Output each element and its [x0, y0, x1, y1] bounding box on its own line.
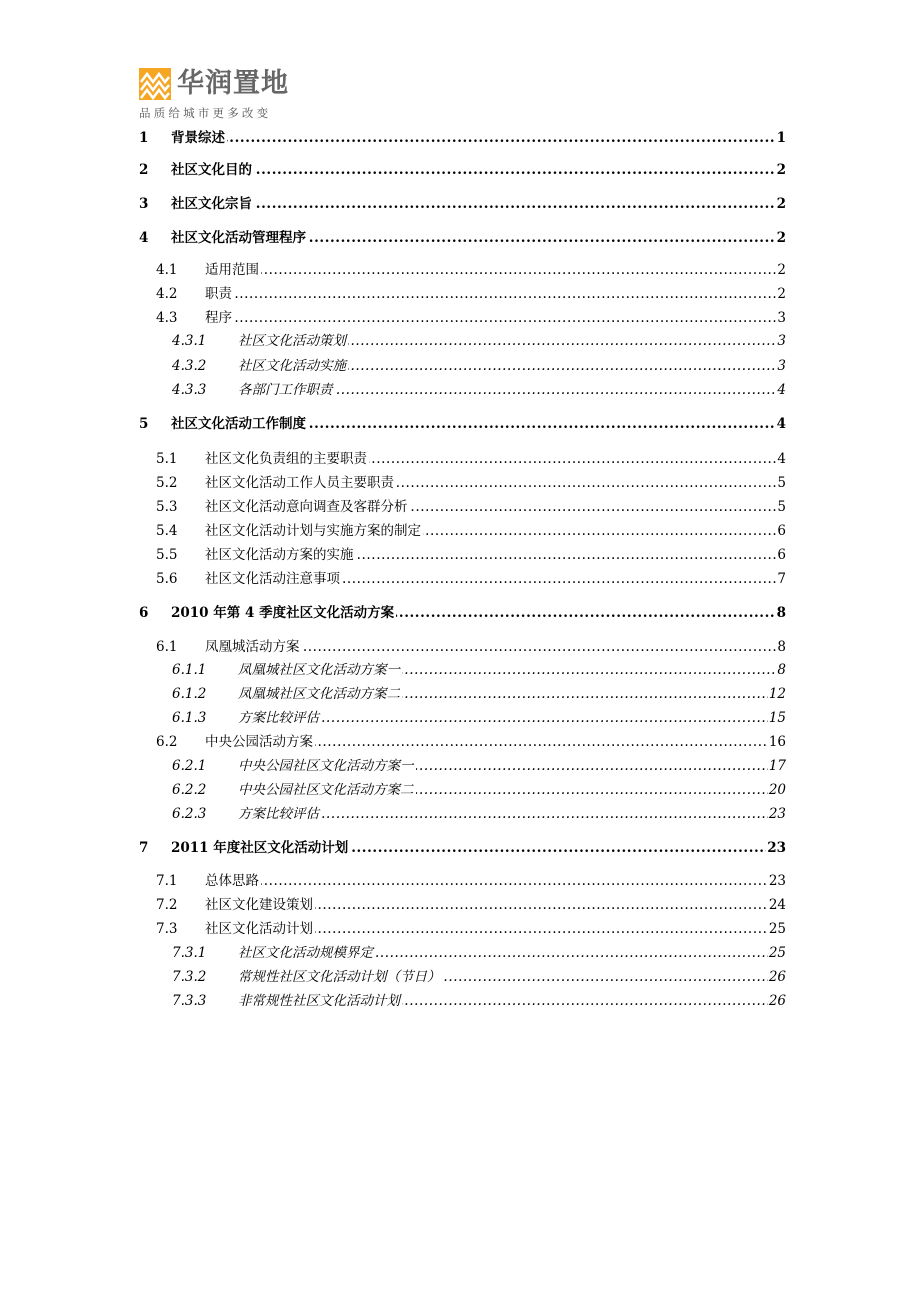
toc-entry-page: 1 [776, 130, 786, 146]
toc-entry-title: 各部门工作职责 [238, 382, 333, 398]
toc-entry[interactable] [172, 331, 786, 351]
toc-entry-title: 社区文化活动工作人员主要职责 [205, 475, 394, 491]
toc-entry-page: 3 [777, 310, 786, 326]
toc-entry[interactable] [172, 684, 786, 704]
toc-dot-leader [205, 260, 786, 280]
toc-entry-number: 6.1.2 [172, 686, 207, 702]
toc-entry-number: 6.2.1 [172, 758, 207, 774]
toc-entry-number: 2 [139, 162, 149, 178]
toc-entry-page: 7 [777, 571, 786, 587]
toc-entry-title: 社区文化活动策划 [238, 333, 346, 349]
toc-entry-page: 15 [768, 710, 786, 726]
toc-entry-title: 中央公园活动方案 [205, 734, 313, 750]
toc-entry[interactable] [139, 414, 786, 434]
toc-entry[interactable] [172, 804, 786, 824]
toc-entry-page: 23 [768, 873, 786, 889]
toc-entry-title: 总体思路 [205, 873, 259, 889]
toc-entry-page: 16 [768, 734, 786, 750]
toc-entry-number: 6.1 [156, 639, 178, 655]
toc-entry-title: 社区文化活动实施 [238, 358, 346, 374]
toc-entry-title: 社区文化活动管理程序 [171, 230, 306, 246]
toc-entry-page: 24 [768, 897, 786, 913]
toc-entry-number: 5 [139, 416, 149, 432]
toc-entry[interactable] [156, 871, 786, 891]
toc-entry-number: 4.2 [156, 286, 178, 302]
toc-entry-page: 4 [777, 382, 786, 398]
toc-entry-page: 5 [777, 475, 786, 491]
toc-entry-page: 8 [777, 639, 786, 655]
toc-entry-number: 5.5 [156, 547, 178, 563]
toc-dot-leader [205, 284, 786, 304]
toc-entry[interactable] [156, 732, 786, 752]
toc-entry-number: 4.3.3 [172, 382, 207, 398]
toc-entry-page: 8 [777, 662, 786, 678]
toc-entry[interactable] [139, 128, 786, 148]
toc-entry-title: 凤凰城社区文化活动方案一 [238, 662, 400, 678]
toc-entry-page: 25 [768, 945, 786, 961]
toc-entry-number: 4.3.2 [172, 358, 207, 374]
toc-entry[interactable] [156, 895, 786, 915]
toc-entry-page: 2 [776, 162, 786, 178]
toc-entry[interactable] [139, 838, 786, 858]
toc-entry-title: 中央公园社区文化活动方案一 [238, 758, 414, 774]
toc-entry-title: 背景综述 [171, 130, 225, 146]
toc-dot-leader [171, 160, 786, 180]
toc-entry-title: 适用范围 [205, 262, 259, 278]
toc-dot-leader [205, 308, 786, 328]
toc-entry[interactable] [156, 497, 786, 517]
toc-entry[interactable] [156, 637, 786, 657]
toc-entry-number: 4.3 [156, 310, 178, 326]
toc-entry-page: 20 [768, 782, 786, 798]
toc-entry-page: 6 [777, 523, 786, 539]
toc-entry-number: 7.3.2 [172, 969, 207, 985]
toc-entry[interactable] [156, 521, 786, 541]
logo-tagline: 品质给城市更多改变 [139, 106, 272, 120]
toc-entry[interactable] [172, 943, 786, 963]
toc-entry-page: 17 [768, 758, 786, 774]
toc-entry-number: 5.2 [156, 475, 178, 491]
toc-entry-number: 4.1 [156, 262, 178, 278]
toc-entry[interactable] [172, 708, 786, 728]
toc-entry-page: 2 [777, 286, 786, 302]
toc-entry-title: 社区文化活动计划与实施方案的制定 [205, 523, 421, 539]
toc-entry-number: 7 [139, 840, 149, 856]
toc-entry-page: 23 [768, 806, 786, 822]
toc-entry-page: 2 [776, 230, 786, 246]
toc-entry-number: 5.3 [156, 499, 178, 515]
toc-entry-number: 6.1.3 [172, 710, 207, 726]
toc-entry-page: 26 [768, 969, 786, 985]
toc-dot-leader [171, 194, 786, 214]
toc-entry-number: 7.2 [156, 897, 178, 913]
toc-entry-page: 8 [776, 605, 786, 621]
toc-entry-page: 5 [777, 499, 786, 515]
toc-entry-title: 方案比较评估 [238, 806, 319, 822]
logo-company-name: 华润置地 [177, 68, 289, 99]
toc-entry-page: 4 [777, 451, 786, 467]
toc-entry-number: 4.3.1 [172, 333, 207, 349]
toc-entry[interactable] [172, 756, 786, 776]
toc-entry[interactable] [156, 473, 786, 493]
toc-entry-number: 5.4 [156, 523, 178, 539]
toc-entry-title: 社区文化负责组的主要职责 [205, 451, 367, 467]
toc-entry[interactable] [172, 991, 786, 1011]
toc-entry[interactable] [172, 660, 786, 680]
toc-entry[interactable] [156, 449, 786, 469]
toc-entry-page: 4 [776, 416, 786, 432]
toc-entry-title: 非常规性社区文化活动计划 [238, 993, 400, 1009]
toc-entry[interactable] [172, 380, 786, 400]
toc-entry-title: 社区文化活动规模界定 [238, 945, 373, 961]
toc-dot-leader [205, 871, 786, 891]
toc-entry-title: 程序 [205, 310, 232, 326]
toc-entry-number: 7.1 [156, 873, 178, 889]
toc-entry-title: 社区文化活动意向调查及客群分析 [205, 499, 408, 515]
toc-entry[interactable] [139, 603, 786, 623]
toc-entry-title: 社区文化活动工作制度 [171, 416, 306, 432]
toc-entry[interactable] [172, 967, 786, 987]
toc-entry-title: 社区文化目的 [171, 162, 252, 178]
toc-entry-number: 6 [139, 605, 149, 621]
toc-entry[interactable] [156, 545, 786, 565]
toc-entry-title: 社区文化宗旨 [171, 196, 252, 212]
toc-entry-number: 3 [139, 196, 149, 212]
toc-dot-leader [171, 128, 786, 148]
toc-entry-title: 2011 年度社区文化活动计划 [171, 840, 349, 856]
toc-entry[interactable] [139, 228, 786, 248]
toc-entry-page: 3 [777, 333, 786, 349]
toc-entry-number: 7.3.3 [172, 993, 207, 1009]
toc-entry[interactable] [156, 308, 786, 328]
toc-entry-page: 3 [777, 358, 786, 374]
toc-entry-page: 25 [768, 921, 786, 937]
toc-entry-number: 6.2.2 [172, 782, 207, 798]
toc-entry-title: 社区文化活动方案的实施 [205, 547, 354, 563]
toc-entry-title: 常规性社区文化活动计划（节日） [238, 969, 441, 985]
toc-entry-title: 职责 [205, 286, 232, 302]
toc-entry-number: 1 [139, 130, 149, 146]
toc-entry-number: 7.3 [156, 921, 178, 937]
toc-entry-page: 2 [776, 196, 786, 212]
toc-entry-title: 社区文化活动计划 [205, 921, 313, 937]
toc-entry[interactable] [172, 356, 786, 376]
toc-entry[interactable] [156, 569, 786, 589]
toc-entry-number: 7.3.1 [172, 945, 207, 961]
toc-entry-title: 社区文化活动注意事项 [205, 571, 340, 587]
toc-entry-page: 12 [768, 686, 786, 702]
toc-entry-number: 5.1 [156, 451, 178, 467]
toc-entry-number: 4 [139, 230, 149, 246]
toc-entry-title: 凤凰城活动方案 [205, 639, 300, 655]
toc-entry-page: 23 [767, 840, 786, 856]
toc-entry[interactable] [156, 284, 786, 304]
toc-entry-number: 6.2 [156, 734, 178, 750]
toc-entry-number: 5.6 [156, 571, 178, 587]
toc-entry-title: 2010 年第 4 季度社区文化活动方案 [171, 605, 395, 621]
toc-entry-number: 6.2.3 [172, 806, 207, 822]
toc-entry-page: 26 [768, 993, 786, 1009]
toc-entry[interactable] [139, 194, 786, 214]
toc-entry[interactable] [156, 260, 786, 280]
toc-entry-title: 方案比较评估 [238, 710, 319, 726]
toc-entry-page: 2 [777, 262, 786, 278]
toc-entry-title: 社区文化建设策划 [205, 897, 313, 913]
toc-entry[interactable] [172, 780, 786, 800]
toc-entry[interactable] [156, 919, 786, 939]
toc-entry-page: 6 [777, 547, 786, 563]
toc-entry-title: 凤凰城社区文化活动方案二 [238, 686, 400, 702]
toc-entry-title: 中央公园社区文化活动方案二 [238, 782, 414, 798]
toc-entry[interactable] [139, 160, 786, 180]
toc-entry-number: 6.1.1 [172, 662, 207, 678]
